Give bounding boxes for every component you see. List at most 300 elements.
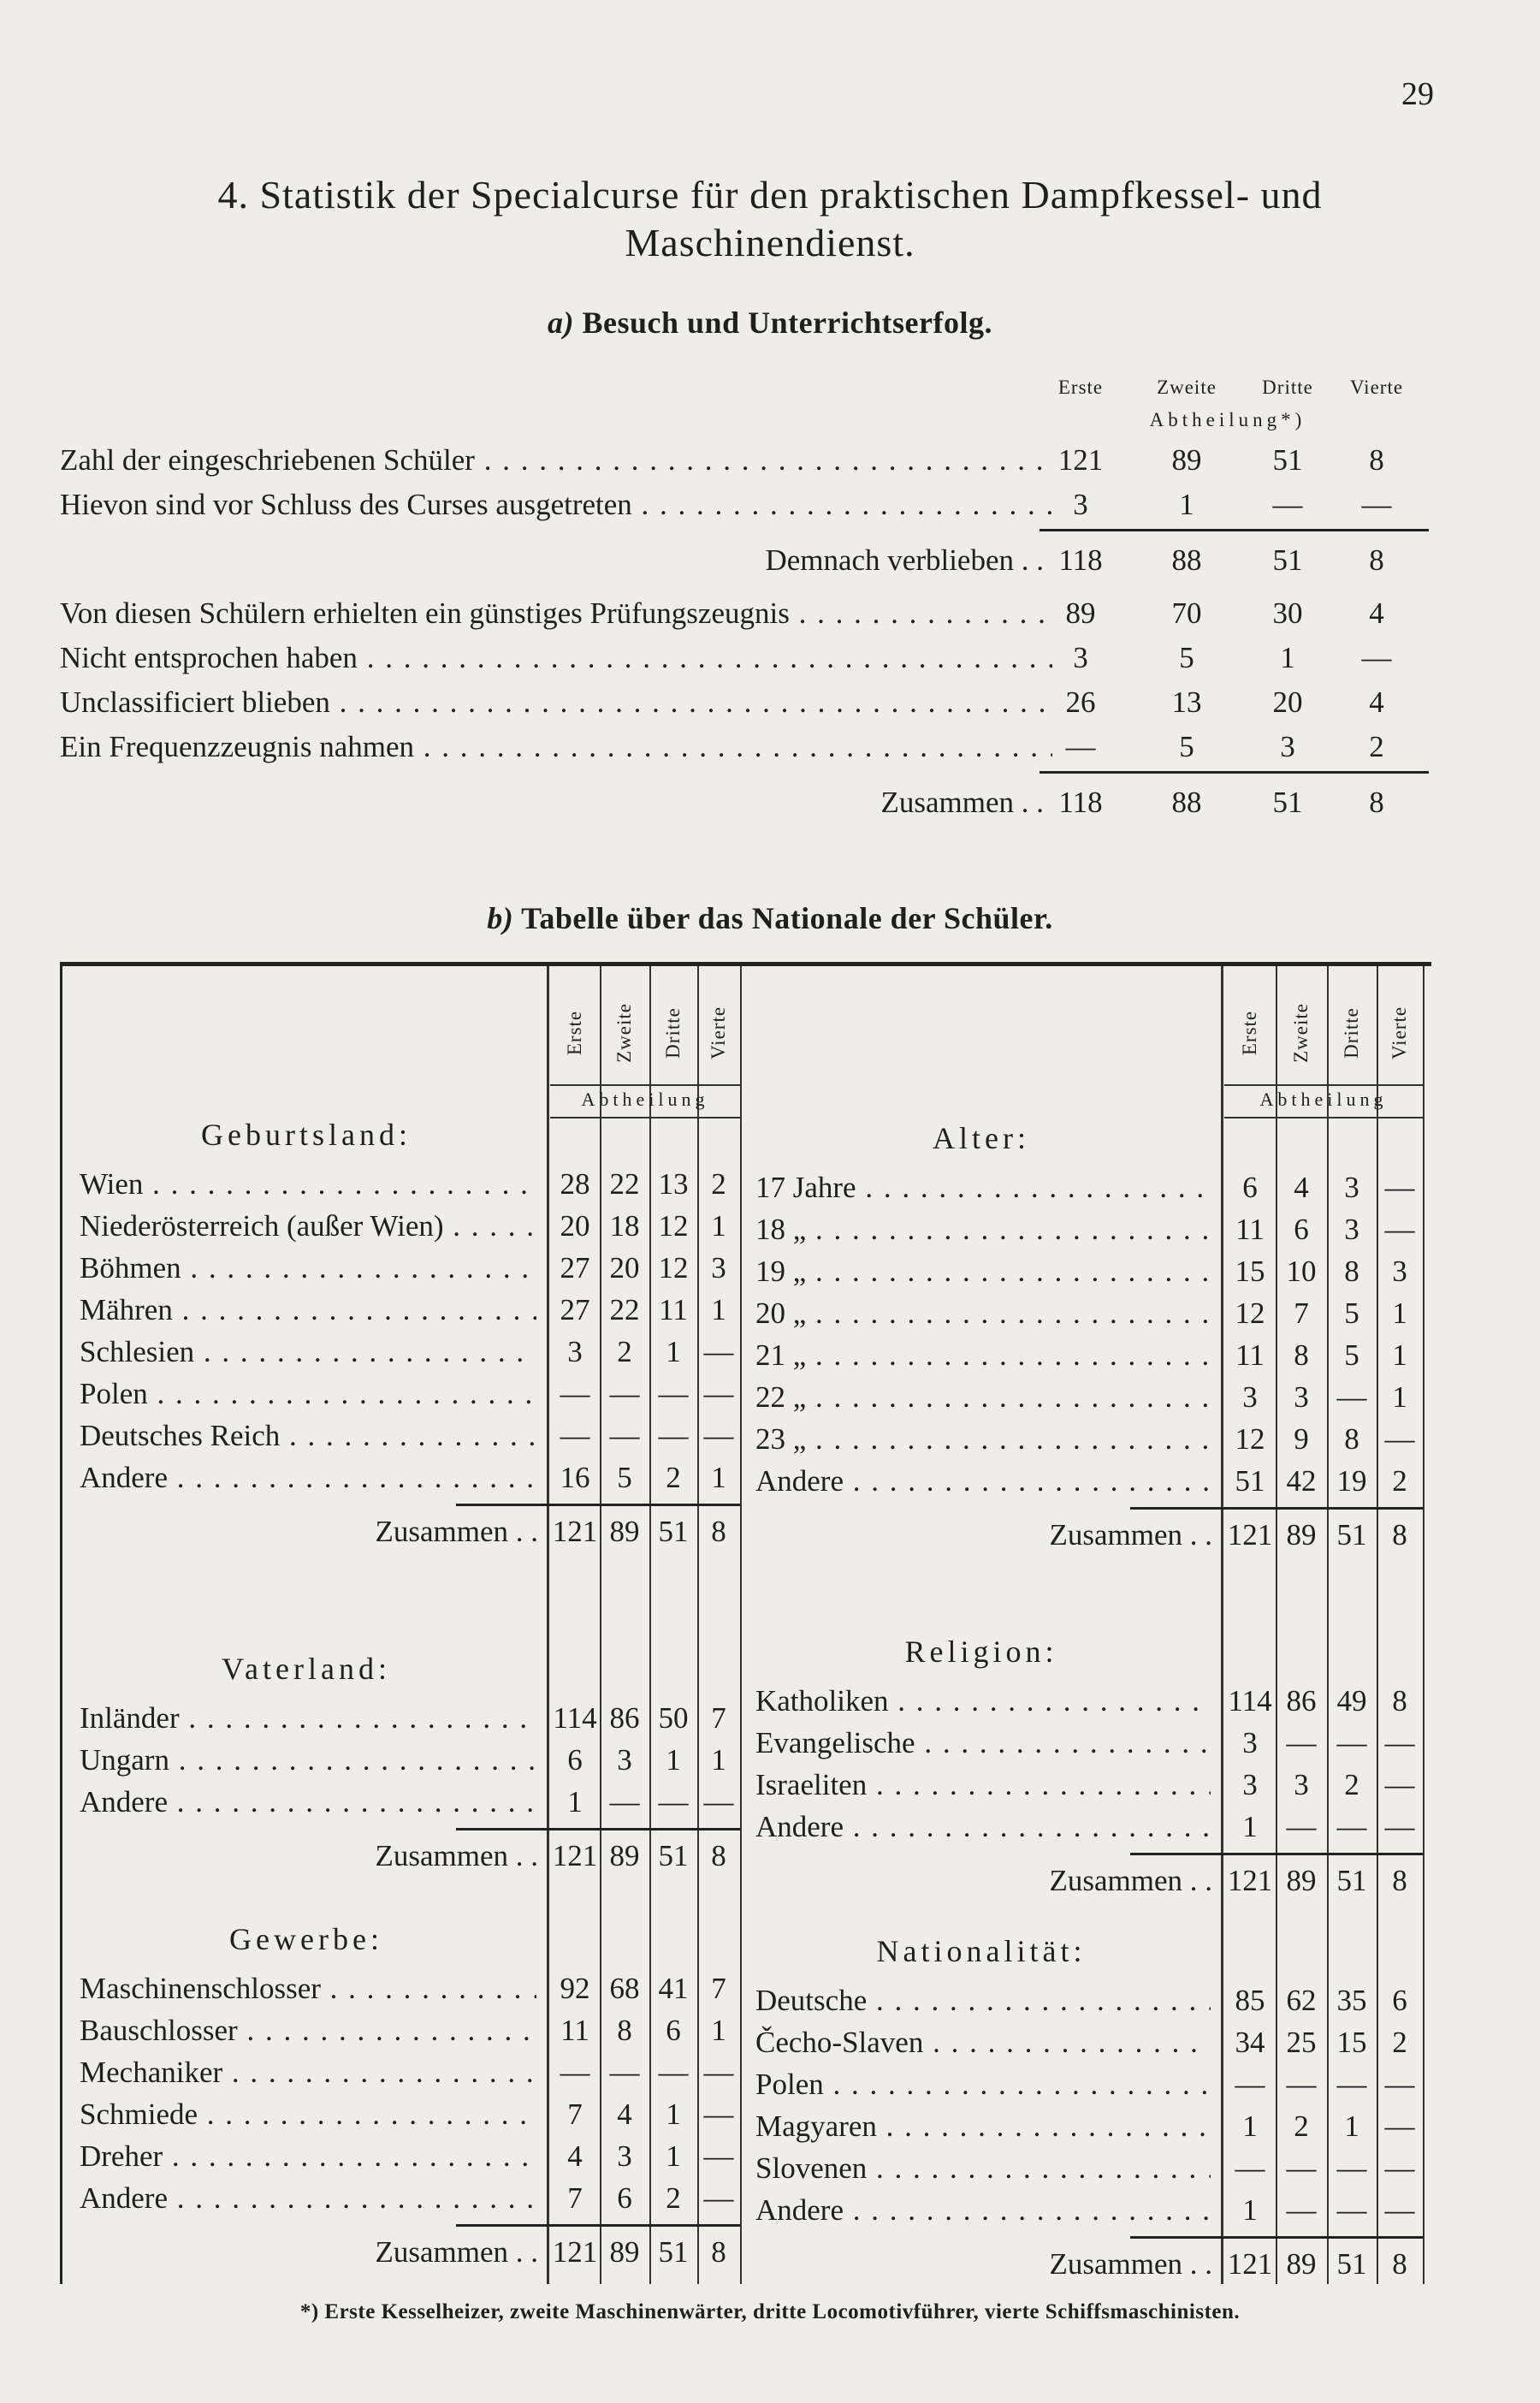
- stats-cell: 3: [1073, 641, 1088, 674]
- row-label: Dreher . . .: [80, 2135, 536, 2178]
- table-cell: 2: [711, 1167, 726, 1201]
- table-cell: —: [1384, 1810, 1415, 1843]
- group-title: Vaterland:: [222, 1652, 391, 1686]
- total-rule: [1130, 2236, 1423, 2239]
- total-cell: 121: [1227, 1518, 1273, 1552]
- table-cell: 11: [659, 1293, 688, 1326]
- col-dritte: Dritte: [1262, 377, 1313, 398]
- table-cell: —: [560, 1377, 590, 1410]
- stats-cell: 121: [1057, 443, 1104, 477]
- total-label: Zusammen . .: [1049, 1518, 1212, 1552]
- row-label: Andere . . .: [755, 1806, 1211, 1848]
- table-cell: —: [1286, 2193, 1317, 2227]
- row-label: Schlesien . . .: [80, 1331, 536, 1374]
- table-cell: 12: [658, 1251, 689, 1285]
- col-vierte: Vierte: [1349, 377, 1404, 398]
- total-cell: 8: [711, 1839, 726, 1872]
- stats-cell: 3: [1280, 730, 1295, 763]
- sum-rule: [1040, 771, 1429, 774]
- table-cell: 12: [1235, 1422, 1265, 1456]
- table-row: [738, 2021, 1431, 2064]
- total-cell: 121: [1227, 2247, 1273, 2281]
- stats-row: [0, 483, 1540, 527]
- row-label: Andere . . .: [755, 1460, 1211, 1503]
- total-cell: 89: [1286, 1518, 1317, 1552]
- table-cell: —: [658, 2056, 689, 2089]
- table-cell: —: [1384, 2193, 1415, 2227]
- table-cell: 1: [711, 1209, 726, 1243]
- table-cell: 2: [1392, 2026, 1407, 2059]
- section-a-column-headers: [0, 377, 1540, 445]
- stats-cell: —: [1272, 488, 1303, 521]
- table-cell: 15: [1336, 2026, 1367, 2059]
- total-row: [62, 2231, 738, 2274]
- table-cell: —: [1286, 1810, 1317, 1843]
- table-cell: 1: [1242, 2109, 1258, 2143]
- table-cell: —: [1384, 1422, 1415, 1456]
- total-cell: 51: [1336, 2247, 1367, 2281]
- row-label: Schmiede . . .: [80, 2093, 536, 2136]
- table-cell: 27: [560, 1293, 590, 1326]
- row-label: Deutsche . . .: [755, 1979, 1211, 2022]
- total-cell: 89: [1286, 1864, 1317, 1897]
- row-label: 20 „ . . .: [755, 1292, 1211, 1335]
- table-row: [62, 2093, 738, 2136]
- group-title: Religion:: [904, 1635, 1058, 1669]
- table-cell: 4: [617, 2097, 632, 2131]
- table-cell: 4: [1294, 1171, 1309, 1204]
- table-cell: —: [609, 1377, 640, 1410]
- stats-cell: 5: [1179, 641, 1194, 674]
- table-right-half: [738, 966, 1431, 2284]
- table-cell: 35: [1336, 1984, 1367, 2017]
- section-a-title: [0, 305, 1540, 341]
- table-row: [738, 1979, 1431, 2022]
- table-cell: 3: [711, 1251, 726, 1285]
- stats-cell: 51: [1272, 543, 1303, 577]
- table-cell: 2: [666, 2181, 681, 2215]
- row-label: Niederösterreich (außer Wien) . . .: [80, 1205, 536, 1248]
- abtheilung-header: Abtheilung: [550, 1084, 740, 1118]
- row-label: Inländer . . .: [80, 1697, 536, 1740]
- table-cell: —: [1336, 2068, 1367, 2101]
- table-cell: 68: [609, 1972, 640, 2005]
- table-cell: 2: [1344, 1768, 1359, 1801]
- main-title-line2: Maschinendienst.: [625, 221, 915, 264]
- table-cell: —: [609, 1419, 640, 1452]
- table-cell: 1: [711, 1293, 726, 1326]
- table-cell: —: [658, 1377, 689, 1410]
- table-cell: 7: [711, 1972, 726, 2005]
- stats-cell: 118: [1058, 543, 1103, 577]
- total-cell: 8: [1392, 2247, 1407, 2281]
- stats-row-label: Zusammen . .: [880, 786, 1044, 819]
- table-cell: 12: [658, 1209, 689, 1243]
- row-label: Polen . . .: [755, 2063, 1211, 2106]
- table-row: [62, 1163, 738, 1206]
- table-row: [62, 1205, 738, 1248]
- stats-cell: —: [1361, 641, 1392, 674]
- total-cell: 51: [658, 2235, 689, 2269]
- table-cell: 11: [1235, 1338, 1265, 1372]
- main-title-line1: 4. Statistik der Specialcurse für den praktischen Dampfkessel- und: [217, 173, 1323, 217]
- table-cell: 1: [1392, 1338, 1407, 1372]
- section-a-rows: [0, 438, 1540, 825]
- table-cell: 1: [1392, 1380, 1407, 1414]
- stats-cell: 1: [1280, 641, 1295, 674]
- total-cell: 8: [1392, 1864, 1407, 1897]
- stats-cell: 88: [1171, 543, 1202, 577]
- sum-rule: [1040, 529, 1429, 531]
- table-cell: 1: [711, 1461, 726, 1494]
- row-label: Ungarn . . .: [80, 1739, 536, 1782]
- stats-row: [0, 725, 1540, 769]
- table-cell: —: [1384, 2109, 1415, 2143]
- table-cell: 28: [560, 1167, 590, 1201]
- table-cell: —: [1384, 2068, 1415, 2101]
- table-cell: 7: [567, 2181, 583, 2215]
- footnote: *) Erste Kesselheizer, zweite Maschinenwärter, dritte Locomotivführer, vierte Schiffsmaschinisten.: [299, 2300, 1241, 2323]
- table-cell: —: [1384, 1768, 1415, 1801]
- column-header: Zweite: [1290, 1003, 1312, 1063]
- group-title: Alter:: [933, 1121, 1030, 1155]
- table-row: [738, 1250, 1431, 1293]
- table-cell: —: [703, 1785, 734, 1819]
- column-header: Erste: [1239, 1010, 1260, 1056]
- stats-row-label: Zahl der eingeschriebenen Schüler . . .: [60, 438, 1052, 483]
- table-cell: —: [703, 2181, 734, 2215]
- stats-row-label: Demnach verblieben . .: [765, 543, 1044, 577]
- row-label: Mähren . . .: [80, 1289, 536, 1332]
- table-cell: —: [560, 1419, 590, 1452]
- group-title: Nationalität:: [876, 1934, 1087, 1968]
- table-cell: —: [703, 1419, 734, 1452]
- table-cell: —: [703, 1335, 734, 1368]
- table-cell: —: [1286, 1726, 1317, 1759]
- table-cell: 3: [1344, 1213, 1359, 1246]
- table-cell: —: [1235, 2151, 1265, 2185]
- table-row: [62, 1331, 738, 1374]
- table-cell: 3: [1294, 1768, 1309, 1801]
- table-cell: 42: [1286, 1464, 1317, 1498]
- table-cell: 18: [609, 1209, 640, 1243]
- table-cell: 2: [1294, 2109, 1309, 2143]
- stats-cell: 30: [1272, 596, 1303, 630]
- stats-cell: 89: [1065, 596, 1096, 630]
- table-cell: 20: [609, 1251, 640, 1285]
- table-cell: 1: [567, 1785, 583, 1819]
- table-cell: 11: [560, 2014, 589, 2047]
- table-row: [62, 1967, 738, 2010]
- table-cell: —: [1336, 2151, 1367, 2185]
- main-title: [51, 171, 1489, 267]
- table-row: [62, 1739, 738, 1782]
- table-cell: 22: [609, 1293, 640, 1326]
- table-cell: 19: [1336, 1464, 1367, 1498]
- table-cell: 11: [1235, 1213, 1265, 1246]
- table-row: [62, 2177, 738, 2220]
- table-cell: 34: [1235, 2026, 1265, 2059]
- table-cell: 50: [658, 1701, 689, 1735]
- table-cell: 4: [567, 2139, 583, 2173]
- table-row: [62, 1289, 738, 1332]
- table-cell: 8: [1392, 1684, 1407, 1718]
- total-cell: 51: [658, 1515, 689, 1548]
- stats-row: [0, 780, 1540, 825]
- table-row: [738, 1806, 1431, 1848]
- table-cell: —: [658, 1785, 689, 1819]
- stats-row: [0, 636, 1540, 680]
- column-header: Zweite: [613, 1003, 635, 1063]
- row-label: Slovenen . . .: [755, 2147, 1211, 2190]
- row-label: Israeliten . . .: [755, 1764, 1211, 1807]
- table-row: [738, 1208, 1431, 1251]
- table-cell: 3: [1242, 1380, 1258, 1414]
- table-cell: 12: [1235, 1296, 1265, 1330]
- total-rule: [1130, 1507, 1423, 1510]
- stats-cell: 51: [1272, 786, 1303, 819]
- stats-cell: 88: [1171, 786, 1202, 819]
- total-row: [62, 1510, 738, 1553]
- stats-row-label: Hievon sind vor Schluss des Curses ausgetreten . . .: [60, 483, 1052, 527]
- table-cell: 8: [1344, 1422, 1359, 1456]
- stats-cell: 26: [1065, 685, 1096, 719]
- col-zweite: Zweite: [1157, 377, 1217, 398]
- row-label: 23 „ . . .: [755, 1418, 1211, 1461]
- stats-row: [0, 680, 1540, 725]
- table-row: [62, 2135, 738, 2178]
- table-cell: 7: [567, 2097, 583, 2131]
- section-b-title: [0, 900, 1540, 936]
- table-cell: 85: [1235, 1984, 1265, 2017]
- stats-cell: 118: [1058, 786, 1103, 819]
- row-label: Andere . . .: [755, 2189, 1211, 2232]
- abtheilung-header: Abtheilung: [1224, 1084, 1423, 1118]
- table-cell: 114: [553, 1701, 597, 1735]
- total-rule: [1130, 1853, 1423, 1855]
- total-label: Zusammen . .: [1049, 2247, 1212, 2281]
- table-cell: —: [1286, 2068, 1317, 2101]
- table-cell: —: [609, 2056, 640, 2089]
- table-cell: 3: [1344, 1171, 1359, 1204]
- table-cell: 6: [1294, 1213, 1309, 1246]
- table-cell: 8: [617, 2014, 632, 2047]
- column-header: Dritte: [1341, 1007, 1362, 1059]
- table-cell: 3: [1294, 1380, 1309, 1414]
- total-cell: 89: [609, 2235, 640, 2269]
- table-cell: 1: [666, 1335, 681, 1368]
- total-cell: 89: [609, 1839, 640, 1872]
- table-cell: 86: [609, 1701, 640, 1735]
- total-row: [62, 1835, 738, 1878]
- table-cell: 1: [666, 2139, 681, 2173]
- row-label: 18 „ . . .: [755, 1208, 1211, 1251]
- total-cell: 121: [1227, 1864, 1273, 1897]
- stats-row-label: Unclassificiert blieben . . .: [60, 680, 1052, 725]
- table-row: [62, 1781, 738, 1824]
- total-cell: 89: [1286, 2247, 1317, 2281]
- table-cell: 5: [1344, 1338, 1359, 1372]
- table-cell: —: [1336, 2193, 1367, 2227]
- table-cell: 3: [1392, 1255, 1407, 1288]
- page-number: 29: [1401, 76, 1434, 112]
- stats-cell: 3: [1073, 488, 1088, 521]
- section-b-index: b): [487, 901, 514, 935]
- section-a-index: a): [548, 306, 574, 340]
- stats-cell: 8: [1369, 543, 1384, 577]
- table-cell: 2: [1392, 1464, 1407, 1498]
- total-label: Zusammen . .: [375, 2235, 538, 2269]
- total-rule: [456, 1828, 740, 1830]
- table-cell: 5: [617, 1461, 632, 1494]
- table-cell: 6: [666, 2014, 681, 2047]
- total-cell: 121: [552, 1839, 598, 1872]
- row-label: Andere . . .: [80, 1457, 536, 1499]
- table-cell: 20: [560, 1209, 590, 1243]
- row-label: Wien . . .: [80, 1163, 536, 1206]
- table-cell: 10: [1286, 1255, 1317, 1288]
- table-cell: 92: [560, 1972, 590, 2005]
- table-row: [62, 1697, 738, 1740]
- table-row: [738, 2105, 1431, 2148]
- table-row: [738, 1460, 1431, 1503]
- table-cell: —: [1384, 1726, 1415, 1759]
- table-cell: 3: [617, 2139, 632, 2173]
- stats-cell: 4: [1369, 596, 1384, 630]
- section-a-title-text: Besuch und Unterrichtserfolg.: [582, 306, 992, 340]
- stats-cell: 89: [1171, 443, 1202, 477]
- table-cell: 6: [617, 2181, 632, 2215]
- total-cell: 51: [1336, 1864, 1367, 1897]
- table-cell: 1: [711, 1743, 726, 1777]
- column-header: Erste: [564, 1010, 585, 1056]
- table-cell: 1: [1242, 1810, 1258, 1843]
- row-label: Böhmen . . .: [80, 1247, 536, 1290]
- column-header: Dritte: [662, 1007, 684, 1059]
- table-cell: 2: [666, 1461, 681, 1494]
- stats-cell: —: [1065, 730, 1096, 763]
- row-label: Andere . . .: [80, 2177, 536, 2220]
- stats-cell: 51: [1272, 443, 1303, 477]
- stats-cell: 13: [1171, 685, 1202, 719]
- table-cell: 5: [1344, 1296, 1359, 1330]
- table-row: [62, 1457, 738, 1499]
- table-cell: 25: [1286, 2026, 1317, 2059]
- table-cell: 2: [617, 1335, 632, 1368]
- table-cell: 3: [1242, 1726, 1258, 1759]
- table-cell: 9: [1294, 1422, 1309, 1456]
- stats-cell: 1: [1179, 488, 1194, 521]
- row-label: Evangelische . . .: [755, 1722, 1211, 1765]
- table-row: [738, 1166, 1431, 1209]
- stats-cell: 20: [1272, 685, 1303, 719]
- table-row: [738, 1376, 1431, 1419]
- table-cell: 8: [1294, 1338, 1309, 1372]
- table-cell: 3: [1242, 1768, 1258, 1801]
- table-cell: 8: [1344, 1255, 1359, 1288]
- table-cell: —: [1336, 1380, 1367, 1414]
- total-label: Zusammen . .: [375, 1839, 538, 1872]
- row-label: Čecho-Slaven . . .: [755, 2021, 1211, 2064]
- total-cell: 121: [552, 1515, 598, 1548]
- total-label: Zusammen . .: [375, 1515, 538, 1548]
- row-label: Maschinenschlosser . . .: [80, 1967, 536, 2010]
- row-label: Polen . . .: [80, 1373, 536, 1415]
- stats-cell: —: [1361, 488, 1392, 521]
- total-cell: 8: [711, 2235, 726, 2269]
- table-cell: —: [1286, 2151, 1317, 2185]
- row-label: Andere . . .: [80, 1781, 536, 1824]
- table-cell: 7: [1294, 1296, 1309, 1330]
- table-cell: 22: [609, 1167, 640, 1201]
- stats-cell: 70: [1171, 596, 1202, 630]
- table-row: [62, 1373, 738, 1415]
- table-cell: —: [1384, 1213, 1415, 1246]
- table-cell: 16: [560, 1461, 590, 1494]
- total-row: [738, 2243, 1431, 2286]
- row-label: Mechaniker . . .: [80, 2051, 536, 2094]
- table-cell: —: [1235, 2068, 1265, 2101]
- stats-cell: 2: [1369, 730, 1384, 763]
- stats-row: [0, 538, 1540, 583]
- stats-cell: 4: [1369, 685, 1384, 719]
- stats-row-label: Von diesen Schülern erhielten ein günstiges Prüfungszeugnis . . .: [60, 591, 1052, 636]
- row-label: 17 Jahre . . .: [755, 1166, 1211, 1209]
- table-row: [738, 2063, 1431, 2106]
- stats-row: [0, 438, 1540, 483]
- stats-row-label: Nicht entsprochen haben . . .: [60, 636, 1052, 680]
- table-row: [62, 1247, 738, 1290]
- table-cell: 15: [1235, 1255, 1265, 1288]
- row-label: Magyaren . . .: [755, 2105, 1211, 2148]
- table-cell: 114: [1228, 1684, 1272, 1718]
- group-title: Gewerbe:: [229, 1922, 383, 1956]
- table-cell: —: [609, 1785, 640, 1819]
- group-title: Geburtsland:: [201, 1118, 412, 1152]
- section-b-title-text: Tabelle über das Nationale der Schüler.: [521, 901, 1053, 935]
- total-cell: 89: [609, 1515, 640, 1548]
- table-row: [738, 1680, 1431, 1723]
- table-cell: 86: [1286, 1684, 1317, 1718]
- table-row: [738, 1334, 1431, 1377]
- table-cell: 6: [1392, 1984, 1407, 2017]
- total-cell: 51: [1336, 1518, 1367, 1552]
- table-row: [738, 2189, 1431, 2232]
- table-left-half: [62, 966, 738, 2284]
- table-cell: —: [1336, 1810, 1367, 1843]
- table-cell: 62: [1286, 1984, 1317, 2017]
- table-cell: 6: [1242, 1171, 1258, 1204]
- table-cell: 41: [658, 1972, 689, 2005]
- col-erste: Erste: [1057, 377, 1104, 398]
- table-row: [738, 1722, 1431, 1765]
- total-rule: [456, 2224, 740, 2227]
- total-cell: 121: [552, 2235, 598, 2269]
- total-cell: 8: [711, 1515, 726, 1548]
- table-cell: —: [703, 2139, 734, 2173]
- table-cell: 7: [711, 1701, 726, 1735]
- table-cell: —: [1336, 1726, 1367, 1759]
- table-cell: 3: [617, 1743, 632, 1777]
- row-label: 22 „ . . .: [755, 1376, 1211, 1419]
- stats-row-label: Ein Frequenzzeugnis nahmen . . .: [60, 725, 1052, 769]
- table-cell: —: [703, 1377, 734, 1410]
- table-cell: 1: [666, 1743, 681, 1777]
- table-cell: —: [1384, 2151, 1415, 2185]
- table-cell: 51: [1235, 1464, 1265, 1498]
- table-cell: 6: [567, 1743, 583, 1777]
- table-row: [738, 1764, 1431, 1807]
